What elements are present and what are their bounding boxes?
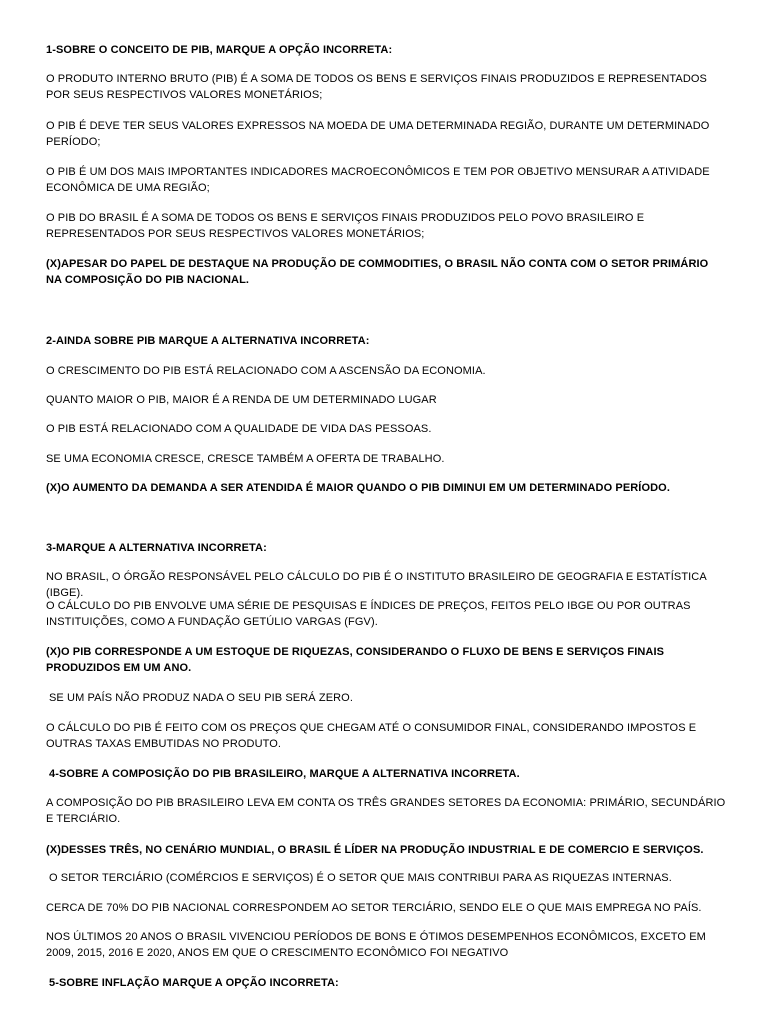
question-1-title: 1-SOBRE O CONCEITO DE PIB, MARQUE A OPÇÃO INCORRETA: [46, 44, 393, 56]
question-2-option-3: O PIB ESTÁ RELACIONADO COM A QUALIDADE DE VIDA DAS PESSOAS. [46, 423, 432, 435]
question-4-option-1: A COMPOSIÇÃO DO PIB BRASILEIRO LEVA EM CONTA OS TRÊS GRANDES SETORES DA ECONOMIA: PRIMÁRIO, SECUNDÁRIO E TERCIÁRIO. [46, 797, 726, 825]
question-2-option-2: QUANTO MAIOR O PIB, MAIOR É A RENDA DE UM DETERMINADO LUGAR [46, 394, 437, 406]
question-1-option-3: O PIB É UM DOS MAIS IMPORTANTES INDICADORES MACROECONÔMICOS E TEM POR OBJETIVO MENSURAR A ATIVIDADE ECONÔMICA DE UMA REGIÃO; [46, 166, 710, 194]
question-1-option-4: O PIB DO BRASIL É A SOMA DE TODOS OS BENS E SERVIÇOS FINAIS PRODUZIDOS PELO POVO BRASILEIRO E REPRESENTADOS POR SEUS RESPECTIVOS VALORES MONETÁRIOS; [46, 212, 645, 240]
question-4-option-5: NOS ÚLTIMOS 20 ANOS O BRASIL VIVENCIOU PERÍODOS DE BONS E ÓTIMOS DESEMPENHOS ECONÔMICOS, EXCETO EM 2009, 2015, 2016 E 2020, ANOS EM QUE O CRESCIMENTO ECONÔMICO FOI NEGATIVO [46, 931, 706, 959]
question-3-option-3-marked: (X)O PIB CORRESPONDE A UM ESTOQUE DE RIQUEZAS, CONSIDERANDO O FLUXO DE BENS E SERVIÇOS FINAIS PRODUZIDOS EM UM ANO. [46, 646, 665, 674]
question-2-option-4: SE UMA ECONOMIA CRESCE, CRESCE TAMBÉM A OFERTA DE TRABALHO. [46, 453, 445, 465]
question-3-option-5: O CÁLCULO DO PIB É FEITO COM OS PREÇOS QUE CHEGAM ATÉ O CONSUMIDOR FINAL, CONSIDERANDO IMPOSTOS E OUTRAS TAXAS EMBUTIDAS NO PRODUTO. [46, 722, 697, 750]
question-1-option-5-marked: (X)APESAR DO PAPEL DE DESTAQUE NA PRODUÇÃO DE COMMODITIES, O BRASIL NÃO CONTA COM O SETOR PRIMÁRIO NA COMPOSIÇÃO DO PIB NACIONAL. [46, 258, 709, 286]
question-3-option-4: SE UM PAÍS NÃO PRODUZ NADA O SEU PIB SERÁ ZERO. [49, 692, 353, 704]
question-2-option-5-marked: (X)O AUMENTO DA DEMANDA A SER ATENDIDA É MAIOR QUANDO O PIB DIMINUI EM UM DETERMINADO PERÍODO. [46, 482, 670, 494]
question-3-title: 3-MARQUE A ALTERNATIVA INCORRETA: [46, 542, 267, 554]
question-3-option-2: O CÁLCULO DO PIB ENVOLVE UMA SÉRIE DE PESQUISAS E ÍNDICES DE PREÇOS, FEITOS PELO IBGE OU POR OUTRAS INSTITUIÇÕES, COMO A FUNDAÇÃO GETÚLIO VARGAS (FGV). [46, 600, 691, 628]
question-4-option-4: CERCA DE 70% DO PIB NACIONAL CORRESPONDEM AO SETOR TERCIÁRIO, SENDO ELE O QUE MAIS EMPREGA NO PAÍS. [46, 902, 702, 914]
question-5-title: 5-SOBRE INFLAÇÃO MARQUE A OPÇÃO INCORRETA: [49, 977, 339, 989]
question-4-option-3: O SETOR TERCIÁRIO (COMÉRCIOS E SERVIÇOS) É O SETOR QUE MAIS CONTRIBUI PARA AS RIQUEZAS INTERNAS. [49, 872, 672, 884]
question-1-option-1: O PRODUTO INTERNO BRUTO (PIB) É A SOMA DE TODOS OS BENS E SERVIÇOS FINAIS PRODUZIDOS E REPRESENTADOS POR SEUS RESPECTIVOS VALORES MONETÁRIOS; [46, 73, 707, 101]
question-2-option-1: O CRESCIMENTO DO PIB ESTÁ RELACIONADO COM A ASCENSÃO DA ECONOMIA. [46, 365, 486, 377]
question-1-option-2: O PIB É DEVE TER SEUS VALORES EXPRESSOS NA MOEDA DE UMA DETERMINADA REGIÃO, DURANTE UM DETERMINADO PERÍODO; [46, 120, 710, 148]
question-3-option-1: NO BRASIL, O ÓRGÃO RESPONSÁVEL PELO CÁLCULO DO PIB É O INSTITUTO BRASILEIRO DE GEOGRAFIA E ESTATÍSTICA (IBGE). [46, 571, 707, 599]
question-4-title: 4-SOBRE A COMPOSIÇÃO DO PIB BRASILEIRO, MARQUE A ALTERNATIVA INCORRETA. [49, 768, 520, 780]
question-4-option-2-marked: (X)DESSES TRÊS, NO CENÁRIO MUNDIAL, O BRASIL É LÍDER NA PRODUÇÃO INDUSTRIAL E DE COMERCIO E SERVIÇOS. [46, 844, 704, 856]
question-2-title: 2-AINDA SOBRE PIB MARQUE A ALTERNATIVA INCORRETA: [46, 335, 370, 347]
